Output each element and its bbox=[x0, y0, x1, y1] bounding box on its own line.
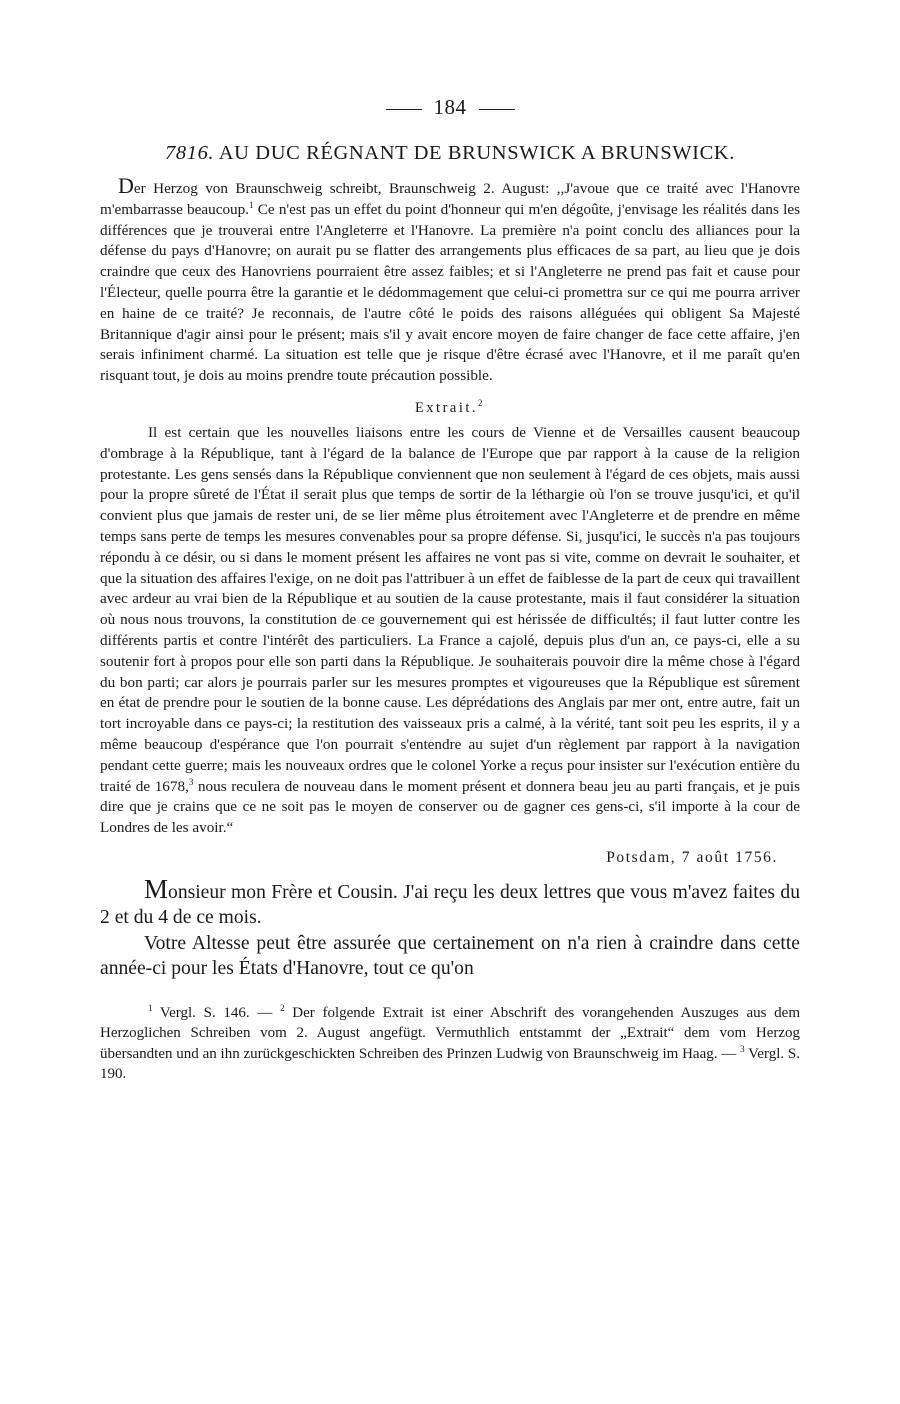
dateline: Potsdam, 7 août 1756. bbox=[606, 848, 778, 866]
reply-text-1: onsieur mon Frère et Cousin. J'ai reçu les deux lettres que vous m'avez faites du 2 et du 4 de ce mois. bbox=[100, 881, 800, 929]
footnote-ref-1: 1 bbox=[249, 199, 254, 210]
letter-text-part1: er Herzog von Braunschweig schreibt, Braunschweig 2. August: ,,J'avoue que ce traité avec l'Hanovre m'embarrasse beaucoup. bbox=[100, 180, 800, 218]
extrait-text-part2: nous reculera de nouveau dans le moment présent et donnera beau jeu au parti français, et je puis dire que je crains que ce ne soit pas le moyen de conserver ou de gagner ces gens-ci, s'il importe à la cour de Londres de les avoir.“ bbox=[100, 777, 800, 837]
extrait-body bbox=[100, 423, 800, 839]
footnote-mark-2: 2 bbox=[280, 1002, 285, 1013]
page-number: 184 bbox=[433, 95, 467, 119]
page-number-line bbox=[100, 90, 800, 124]
extrait-title: Extrait. bbox=[414, 399, 479, 416]
letter-heading bbox=[100, 140, 800, 166]
footnote-ref-3: 3 bbox=[188, 776, 194, 787]
footnote-text-2: Der folgende Extrait ist einer Abschrift des vorangehenden Auszuges aus dem Herzoglichen Schreiben vom 2. August angefügt. Vermuthlich entstammt der „Extrait“ dem vom Herzog übersandten und an ihn zurückgeschickten Schreiben des Prinzen Ludwig von Braunschweig im Haag. — bbox=[100, 1004, 800, 1062]
extrait-text-part1: Il est certain que les nouvelles liaisons entre les cours de Vienne et de Versailles causent beaucoup d'ombrage à la République, tant à l'égard de la balance de l'Europe que par rapport à la cause de la religion protestante. Les gens sensés dans la République conviennent que non seulement à l'égard de ces objets, mais aussi pour la propre sûreté de l'État il serait plus que temps de sortir de la léthargie où l'on se trouve jusqu'ici, et qu'il convient plus que jamais de rester uni, de se lier même plus étroitement avec l'Angleterre et de prendre en même temps sans perte de temps les mesures convenables pour sa propre défense. Si, jusqu'ici, le succès n'a pas toujours répondu à ce désir, ou si dans le moment présent les affaires ne vont pas si vite, comme on devrait le souhaiter, et que la situation des affaires l'exige, on ne doit pas l'attribuer à un effet de faiblesse de la part de ceux qui travaillent avec ardeur au vrai bien de la République et au soutien de la cause protestante, mais il faut considérer la situation où nous nous trouvons, la constitution de ce gouvernement qui est hérissée de difficultés; il faut lutter contre les différents partis et contre l'intérêt des particuliers. La France a cajolé, depuis plus d'un an, ce pays-ci, elle a su soutenir fort à propos pour elle son parti dans la République. Je souhaiterais pouvoir dire la même chose à l'égard du bon parti; car alors je pourrais parler sur les mesures promptes et vigoureuses que la République est sûrement en état de prendre pour le soutien de la bonne cause. Les déprédations des Anglais par mer ont, entre autre, fait un tort incroyable dans ce pays-ci; la restitution des vaisseaux pris a calmé, à la vérité, tant soit peu les esprits, il y a même beaucoup d'espérance que l'on pourrait s'entendre au sujet d'un règlement par rapport à la navigation pendant cette guerre; mais les nouveaux ordres que le colonel Yorke a reçus pour insister sur l'exécution entière du traité de 1678, bbox=[100, 423, 800, 795]
document-page bbox=[100, 90, 800, 1085]
letter-text-part2: Ce n'est pas un effet du point d'honneur qui m'en dégoûte, j'envisage les réalités dans les différences que je trouverai entre l'Angleterre et l'Hanovre. La première n'a point conclu des alliances pour la défense du pays d'Hanovre; on aurait pu se flatter des arrangements plus efficaces de sa part, au lieu que je dois craindre que ceux des Hanovriens pourraient être assez faibles; et si l'Angleterre ne prend pas fait et cause pour l'Électeur, quelle pourra être la garantie et le dédommagement que celui-ci promettra sur ce qui me pourra arriver en haine de ce traité? Je reconnais, de l'autre côté le poids des raisons alléguées qui obligent Sa Majesté Britannique d'agir ainsi pour le présent; mais s'il y avait encore moyen de faire changer de face cette affaire, j'en serais infiniment charmé. La situation est telle que je risque d'être écrasé avec l'Hanovre, et il me paraît qu'en risquant tout, je dois au moins prendre toute précaution possible. bbox=[100, 200, 800, 385]
extrait-heading bbox=[100, 398, 800, 418]
reply-paragraph-2: Votre Altesse peut être assurée que certainement on n'a rien à craindre dans cette année-ci pour les États d'Hanovre, tout ce qu'on bbox=[100, 932, 800, 980]
footnote-ref-2: 2 bbox=[478, 398, 486, 409]
duke-letter-excerpt bbox=[100, 173, 800, 387]
reply-paragraph-1 bbox=[100, 873, 800, 931]
dropcap-d: D bbox=[118, 173, 134, 198]
footnotes bbox=[100, 1003, 800, 1085]
letter-number: 7816. bbox=[165, 142, 215, 164]
footnote-mark-1: 1 bbox=[148, 1002, 153, 1013]
letter-title: AU DUC RÉGNANT DE BRUNSWICK A BRUNSWICK. bbox=[218, 142, 735, 164]
king-reply bbox=[100, 873, 800, 982]
right-dash bbox=[479, 109, 515, 110]
footnote-text-3: Vergl. S. 190. bbox=[100, 1045, 800, 1083]
footnote-mark-3: 3 bbox=[740, 1043, 745, 1054]
footnote-text-1: Vergl. S. 146. — bbox=[152, 1004, 281, 1021]
dropcap-m: M bbox=[144, 873, 169, 904]
left-dash bbox=[386, 109, 422, 110]
